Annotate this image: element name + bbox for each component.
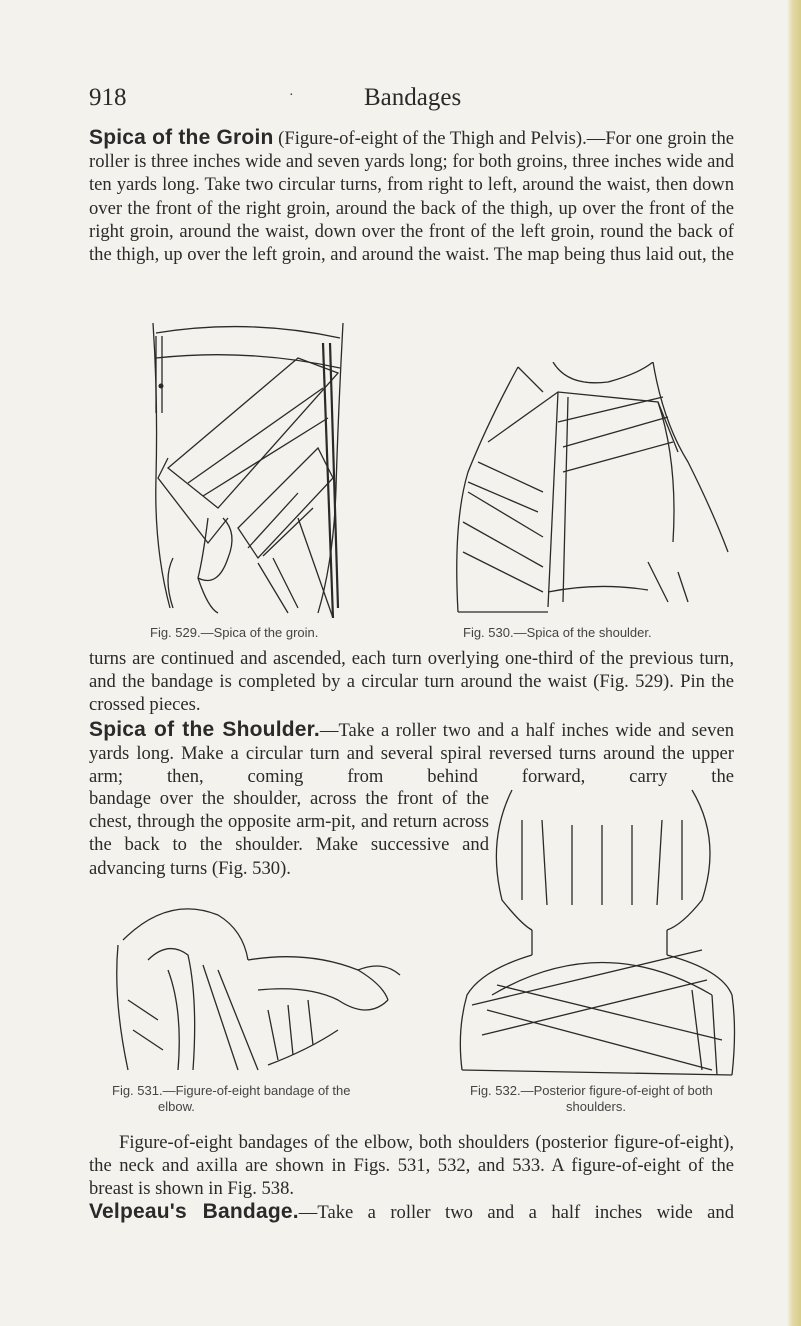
- heading-spica-groin: Spica of the Groin: [89, 126, 274, 149]
- caption-fig-532-line2: shoulders.: [566, 1099, 626, 1114]
- figure-531-illustration: [108, 900, 403, 1075]
- paragraph-velpeau: [89, 1200, 734, 1224]
- running-title: Bandages: [364, 84, 462, 111]
- caption-fig-532: [470, 1083, 713, 1115]
- figure-532-illustration: [452, 780, 737, 1080]
- caption-fig-531: [112, 1083, 350, 1115]
- caption-fig-531-line1: Fig. 531.—Figure-of-eight bandage of the: [112, 1083, 351, 1098]
- heading-spica-shoulder: Spica of the Shoulder.: [89, 718, 320, 741]
- paragraph-spica-groin: [89, 126, 734, 266]
- figure-529-illustration: [148, 318, 348, 618]
- paragraph-spica-shoulder-wrap: bandage over the shoulder, across the front of the chest, through the opposite arm-pit, and return across the back to the shoulder. Make successive and advancing turns (Fig. 530).: [89, 788, 489, 879]
- paragraph-figure-of-eight: Figure-of-eight bandages of the elbow, both shoulders (posterior figure-of-eight), the neck and axilla are shown in Figs. 531, 532, and 533. A figure-of-eight of the breast is shown in Fig. 538.: [89, 1132, 734, 1200]
- page-edge: [787, 0, 801, 1326]
- text-velpeau: —Take a roller two and a half inches wide and: [298, 1202, 734, 1223]
- text-spica-shoulder-a: —Take a roller two and a half inches wide and seven yards long. Make a circular turn and several spiral reversed turns around the upper arm; then, coming from behind forward, carry the: [89, 720, 734, 788]
- figure-530-illustration: [448, 362, 733, 617]
- caption-fig-529: Fig. 529.—Spica of the groin.: [150, 625, 319, 640]
- paragraph-spica-shoulder: [89, 718, 734, 789]
- text-spica-groin: (Figure-of-eight of the Thigh and Pelvis).—For one groin the roller is three inches wide and seven yards long; for both groins, three inches wide and ten yards long. Take two circular turns, from right to left, around the waist, then down over the front of the right groin, around the back of the thigh, up over the front of the right groin, around the waist, down over the front of the left groin, round the back of the thigh, up over the left groin, and around the waist. The map being thus laid out, the: [89, 128, 734, 266]
- heading-velpeau: Velpeau's Bandage.: [89, 1200, 299, 1223]
- caption-fig-531-line2: elbow.: [158, 1099, 195, 1114]
- caption-fig-532-line1: Fig. 532.—Posterior figure-of-eight of both: [470, 1083, 713, 1098]
- caption-fig-530: Fig. 530.—Spica of the shoulder.: [463, 625, 652, 640]
- paragraph-continued: turns are continued and ascended, each turn overlying one-third of the previous turn, and the bandage is completed by a circular turn around the waist (Fig. 529). Pin the crossed pieces.: [89, 648, 734, 716]
- running-header: [89, 84, 729, 118]
- header-dot: ·: [289, 88, 294, 103]
- page-number: 918: [89, 84, 127, 111]
